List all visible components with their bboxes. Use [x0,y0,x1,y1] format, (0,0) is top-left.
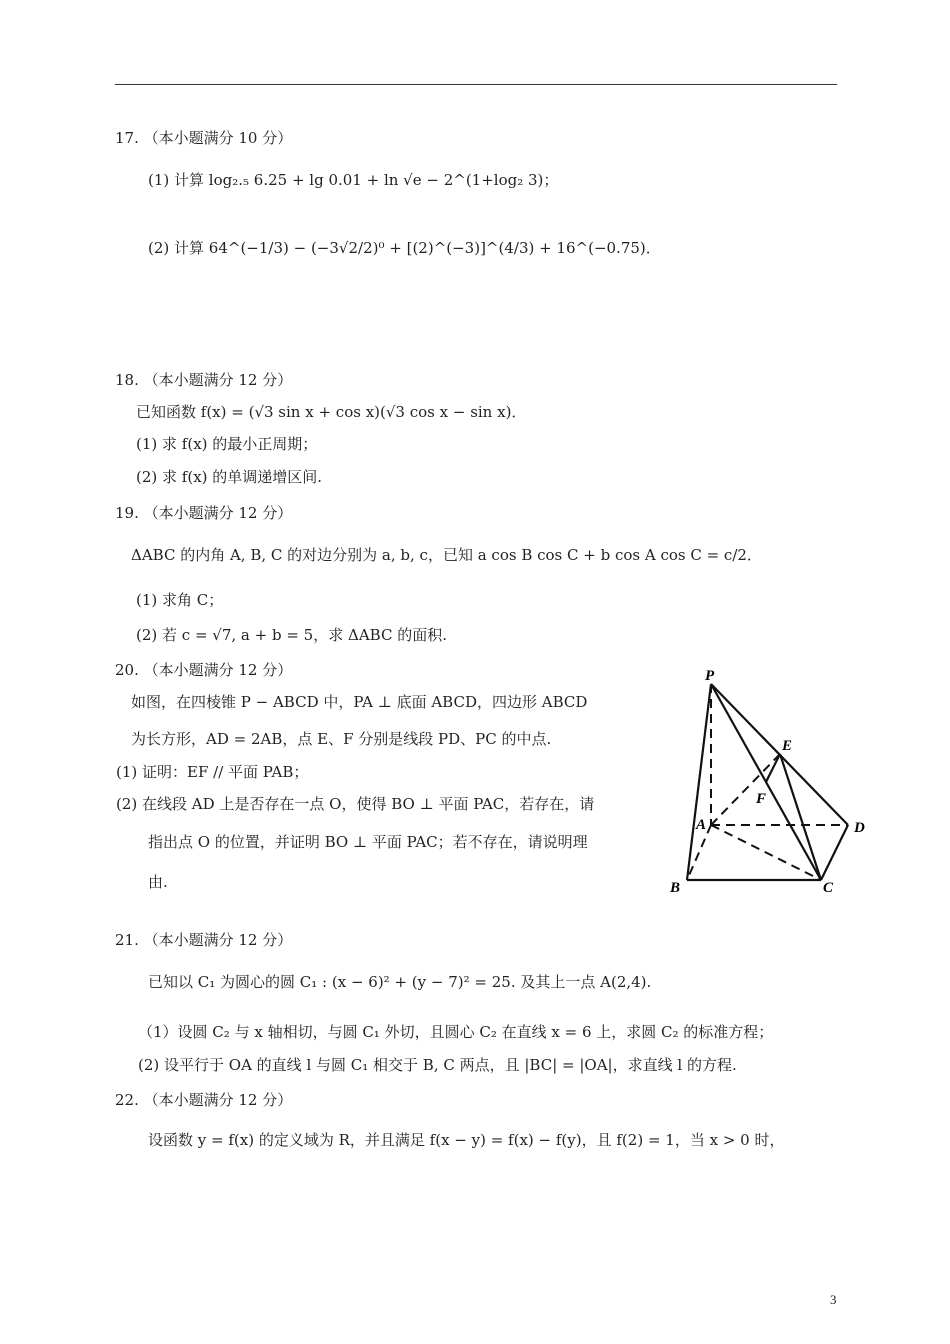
label-D: D [854,820,865,836]
q21-part1: （1）设圆 C₂ 与 x 轴相切，与圆 C₁ 外切，且圆心 C₂ 在直线 x = 6 上，求圆 C₂ 的标准方程； [138,1023,774,1041]
q20-line1: 如图，在四棱锥 P − ABCD 中，PA ⊥ 底面 ABCD，四边形 ABCD [131,693,588,711]
q19-heading: 19. （本小题满分 12 分） [115,504,293,522]
q21-intro: 已知以 C₁ 为圆心的圆 C₁ : (x − 6)² + (y − 7)² = 25. 及其上一点 A(2,4). [148,973,652,991]
q18-heading: 18. （本小题满分 12 分） [115,371,293,389]
q19-intro: ΔABC 的内角 A, B, C 的对边分别为 a, b, c，已知 a cos B cos C + b cos A cos C = c/2． [131,546,762,564]
edge-PB [687,684,711,880]
q17-part2: (2) 计算 64^(−1/3) − (−3√2/2)⁰ + [(2)^(−3)]^(4/3) + 16^(−0.75)． [148,239,661,257]
q17-part1: (1) 计算 log₂.₅ 6.25 + lg 0.01 + ln √e − 2^(1+log₂ 3)； [148,171,559,189]
q20-part2-line2: 指出点 O 的位置，并证明 BO ⊥ 平面 PAC；若不存在，请说明理 [148,833,588,851]
label-F: F [756,791,767,807]
label-P: P [705,668,715,684]
edge-CD [821,825,848,880]
segment-EF [766,754,780,782]
q22-heading: 22. （本小题满分 12 分） [115,1091,293,1109]
label-C: C [823,880,834,896]
label-B: B [670,880,681,896]
pyramid-figure [660,662,875,902]
q21-heading: 21. （本小题满分 12 分） [115,931,293,949]
q20-part2-line1: (2) 在线段 AD 上是否存在一点 O，使得 BO ⊥ 平面 PAC，若存在，请 [116,795,595,813]
page-number: 3 [830,1292,837,1307]
label-A: A [696,817,707,833]
q20-heading: 20. （本小题满分 12 分） [115,661,293,679]
q22-intro: 设函数 y = f(x) 的定义域为 R，并且满足 f(x − y) = f(x) − f(y)，且 f(2) = 1，当 x > 0 时， [148,1131,785,1149]
q21-part2: (2) 设平行于 OA 的直线 l 与圆 C₁ 相交于 B, C 两点，且 |BC| = |OA|，求直线 l 的方程. [138,1056,737,1074]
q19-part2: (2) 若 c = √7, a + b = 5，求 ΔABC 的面积. [136,626,447,644]
q20-line2: 为长方形，AD = 2AB，点 E、F 分别是线段 PD、PC 的中点. [131,730,552,748]
q18-intro: 已知函数 f(x) = (√3 sin x + cos x)(√3 cos x − sin x)． [136,403,527,421]
header-rule [115,84,837,85]
q20-part2-line3: 由. [148,873,168,891]
q17-heading: 17. （本小题满分 10 分） [115,129,293,147]
q18-part1: (1) 求 f(x) 的最小正周期； [136,435,318,453]
q19-part1: (1) 求角 C； [136,591,224,609]
q18-part2: (2) 求 f(x) 的单调递增区间. [136,468,323,486]
q20-part1: (1) 证明：EF // 平面 PAB； [116,763,309,781]
label-E: E [782,738,793,754]
